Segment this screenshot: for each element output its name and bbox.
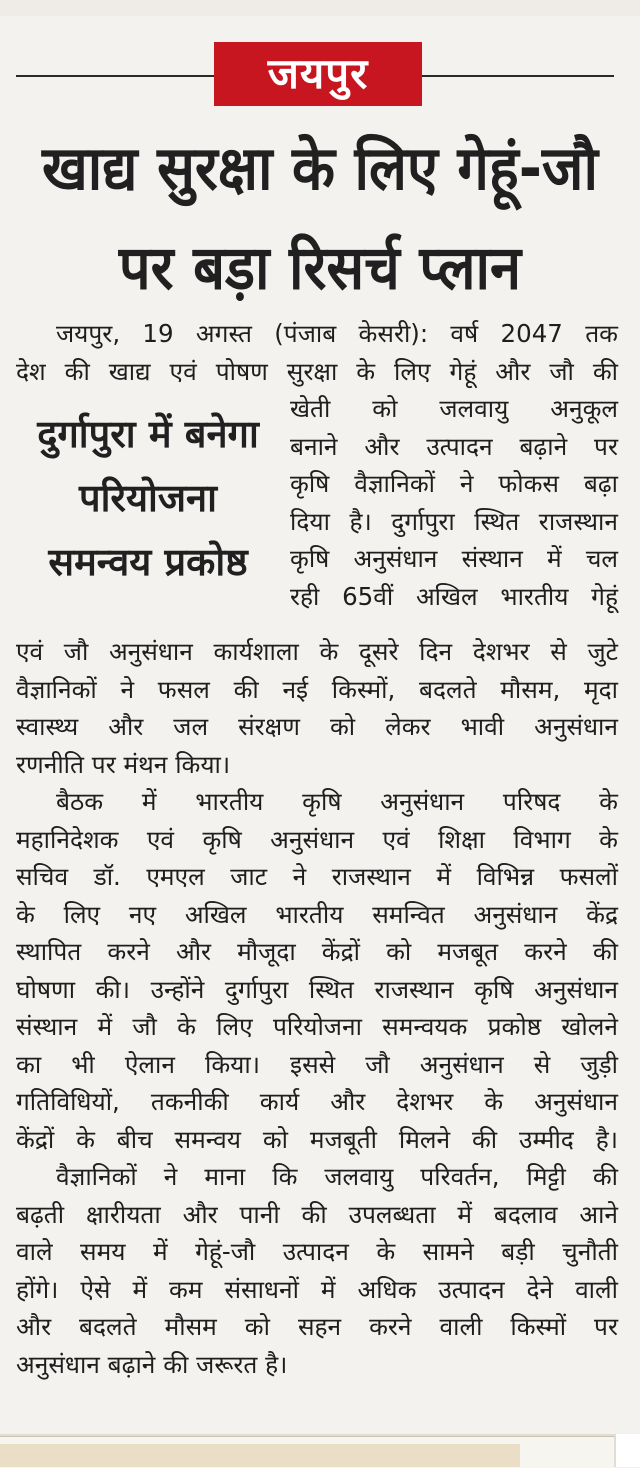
article-line: महानिदेशक एवं कृषि अनुसंधान एवं शिक्षा विभाग के	[16, 824, 618, 854]
next-article-strip	[0, 1444, 520, 1467]
article-line: खेती को जलवायु अनुकूल	[290, 394, 618, 423]
headline-line-2: पर बड़ा रिसर्च प्लान	[118, 233, 522, 304]
article-line: और बदलते मौसम को सहन करने वाली किस्मों पर	[16, 1312, 618, 1341]
article-line: बढ़ती क्षारीयता और पानी की उपलब्धता में बदलाव आने	[16, 1199, 618, 1229]
article-line: के लिए नए अखिल भारतीय समन्वित अनुसंधान केंद्र	[16, 899, 618, 929]
subheading-line-1: दुर्गापुरा में बनेगा	[37, 412, 259, 456]
article-line: देश की खाद्य एवं पोषण सुरक्षा के लिए गेहूं और जौ की	[16, 356, 618, 386]
subheading-line-3: समन्वय प्रकोष्ठ	[48, 540, 248, 584]
article-line: सचिव डॉ. एमएल जाट ने राजस्थान में विभिन्न फसलों	[16, 862, 618, 891]
headline-line-1: खाद्य सुरक्षा के लिए गेहूं-जौ	[41, 134, 598, 205]
article-line: स्वास्थ्य और जल संरक्षण को लेकर भावी अनुसंधान	[16, 712, 618, 741]
article-intro	[16, 315, 618, 390]
bottom-edge	[0, 1434, 640, 1467]
section-rule-right	[422, 75, 614, 77]
article-line: वैज्ञानिकों ने माना कि जलवायु परिवर्तन, मिट्टी की	[56, 1162, 618, 1191]
article-line: रणनीति पर मंथन किया।	[16, 749, 231, 779]
subheading-line-2: परियोजना	[79, 476, 217, 520]
section-rule-left	[16, 75, 214, 77]
article-line: बनाने और उत्पादन बढ़ाने पर	[290, 431, 618, 461]
article-line: बैठक में भारतीय कृषि अनुसंधान परिषद के	[56, 787, 618, 816]
article-line: अनुसंधान बढ़ाने की जरूरत है।	[16, 1349, 288, 1379]
page-edge	[616, 1434, 640, 1467]
article-line: दिया है। दुर्गापुरा स्थित राजस्थान	[290, 506, 618, 536]
headline	[0, 120, 640, 319]
article-line: घोषणा की। उन्होंने दुर्गापुरा स्थित राजस्थान कृषि अनुसंधान	[16, 974, 618, 1004]
article-line: रही 65वीं अखिल भारतीय गेहूं	[290, 581, 618, 611]
article-line: गतिविधियों, तकनीकी कार्य और देशभर के अनुसंधान	[16, 1087, 618, 1116]
article-wrap-column	[290, 390, 618, 615]
article-line: स्थापित करने और मौजूदा केंद्रों को मजबूत करने की	[16, 937, 618, 966]
article-line: कृषि अनुसंधान संस्थान में चल	[290, 544, 618, 573]
article-line: वाले समय में गेहूं-जौ उत्पादन के सामने बड़ी चुनौती	[16, 1237, 618, 1266]
article-line: संस्थान में जौ के लिए परियोजना समन्वयक प्रकोष्ठ खोलने	[16, 1012, 618, 1041]
article-line: का भी ऐलान किया। इससे जौ अनुसंधान से जुड़ी	[16, 1049, 618, 1079]
section-tag: जयपुर	[214, 42, 422, 106]
top-margin	[0, 0, 640, 16]
article-line: जयपुर, 19 अगस्त (पंजाब केसरी): वर्ष 2047 तक	[56, 319, 618, 348]
article-line: एवं जौ अनुसंधान कार्यशाला के दूसरे दिन देशभर से जुटे	[16, 637, 618, 666]
article-body	[16, 633, 618, 1383]
article-line: वैज्ञानिकों ने फसल की नई किस्मों, बदलते मौसम, मृदा	[16, 674, 618, 704]
article-line: केंद्रों के बीच समन्वय को मजबूती मिलने की उम्मीद है।	[16, 1124, 618, 1154]
article-line: कृषि वैज्ञानिकों ने फोकस बढ़ा	[290, 469, 618, 498]
subheading	[10, 402, 286, 594]
article-line: होंगे। ऐसे में कम संसाधनों में अधिक उत्पादन देने वाली	[16, 1274, 618, 1304]
